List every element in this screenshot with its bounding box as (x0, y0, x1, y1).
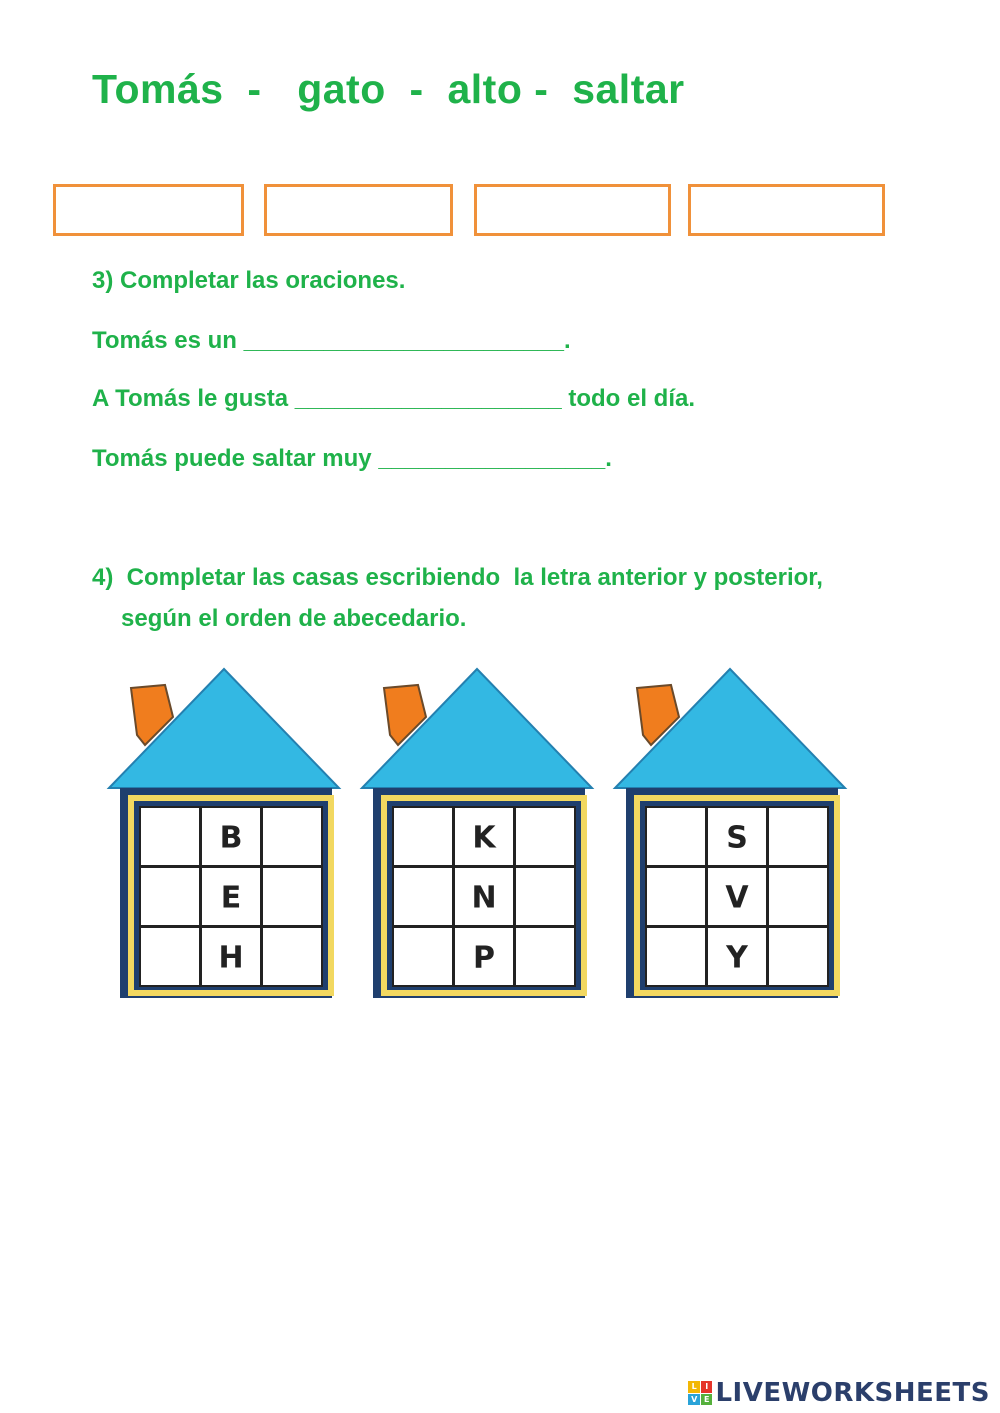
grid-cell (768, 927, 828, 986)
house-letter: E (220, 880, 242, 916)
section3-heading: 3) Completar las oraciones. (92, 267, 406, 294)
grid-cell (393, 867, 453, 926)
house-letter: B (219, 820, 243, 856)
house-3 (615, 669, 845, 998)
grid-cell (646, 867, 706, 926)
house-letter: P (473, 940, 495, 976)
house-letter: K (472, 820, 496, 856)
liveworksheets-logo-icon: L I V E (688, 1381, 712, 1405)
sentence-3: Tomás puede saltar muy _________________. (92, 445, 612, 472)
word-bank-title: Tomás - gato - alto - saltar (92, 66, 685, 112)
grid-cell (515, 927, 575, 986)
grid-cell (768, 807, 828, 866)
house-letter: S (726, 820, 748, 856)
house-letter: Y (726, 940, 748, 976)
grid-cell (393, 807, 453, 866)
house-2 (362, 669, 592, 998)
grid-cell (262, 807, 322, 866)
answer-box-4[interactable] (688, 184, 885, 236)
grid-cell (646, 927, 706, 986)
grid-cell (262, 927, 322, 986)
grid-cell (515, 867, 575, 926)
grid-cell (768, 867, 828, 926)
house-letter: N (471, 880, 497, 916)
answer-box-2[interactable] (264, 184, 453, 236)
house-letter: V (725, 880, 749, 916)
grid-cell (140, 867, 200, 926)
section4-heading-line2: según el orden de abecedario. (121, 605, 467, 632)
house-1 (109, 669, 339, 998)
grid-cell (515, 807, 575, 866)
grid-cell (140, 807, 200, 866)
house-letter: H (218, 940, 244, 976)
answer-box-3[interactable] (474, 184, 671, 236)
houses-illustration (92, 655, 870, 1010)
grid-cell (646, 807, 706, 866)
liveworksheets-logo-text: LIVEWORKSHEETS (715, 1378, 990, 1408)
sentence-1: Tomás es un ________________________. (92, 327, 571, 354)
liveworksheets-logo (688, 1378, 990, 1408)
answer-box-1[interactable] (53, 184, 244, 236)
section4-heading-line1: 4) Completar las casas escribiendo la letra anterior y posterior, (92, 564, 823, 591)
grid-cell (140, 927, 200, 986)
grid-cell (262, 867, 322, 926)
grid-cell (393, 927, 453, 986)
sentence-2: A Tomás le gusta ____________________ todo el día. (92, 385, 695, 412)
